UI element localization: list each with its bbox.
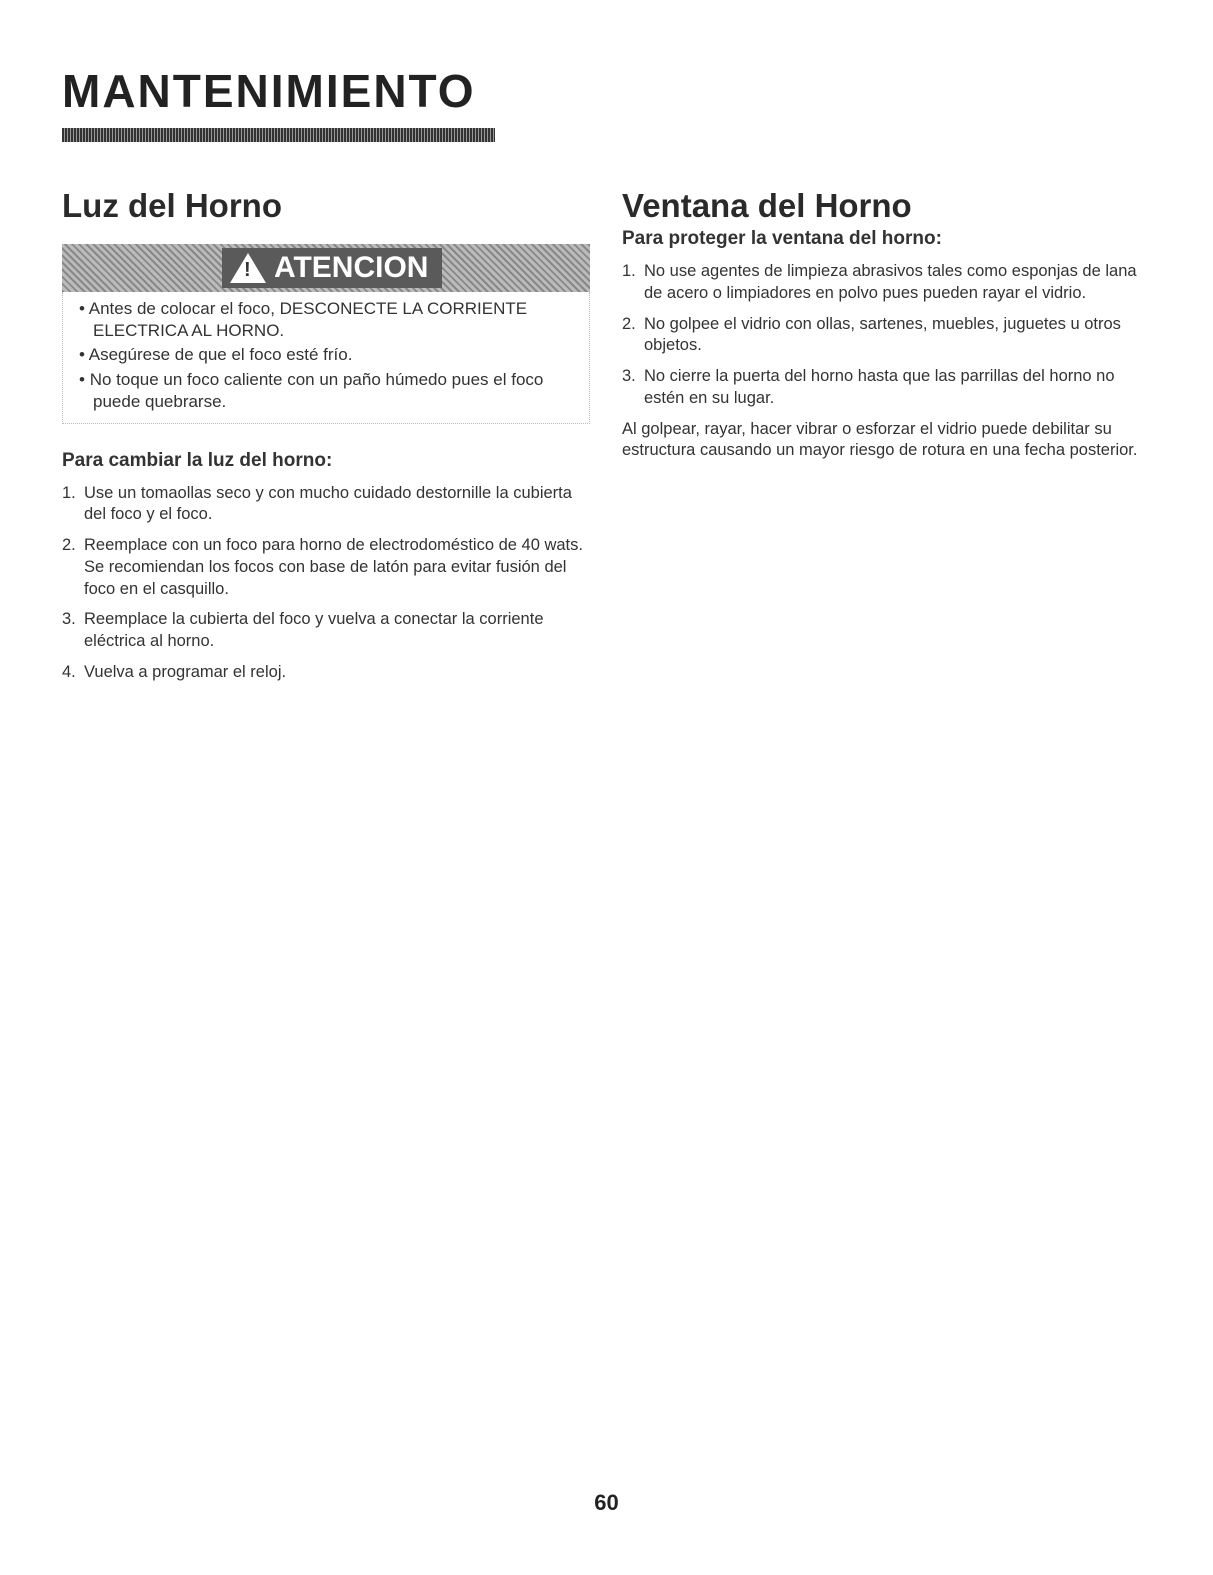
title-rule (62, 128, 495, 142)
list-item: 2. Reemplace con un foco para horno de electrodoméstico de 40 wats. Se recomiendan los focos con base de latón para evitar fusión del foco en el casquillo. (62, 536, 583, 598)
warning-item: • No toque un foco caliente con un paño húmedo pues el foco puede quebrarse. (79, 369, 579, 413)
list-item: 1. No use agentes de limpieza abrasivos tales como esponjas de lana de acero o limpiadores en polvo pues pueden rayar el vidrio. (622, 262, 1137, 302)
list-item: 4. Vuelva a programar el reloj. (62, 662, 287, 681)
oven-window-heading: Ventana del Horno (622, 187, 912, 224)
warning-label-box (222, 248, 442, 288)
warning-banner (62, 244, 590, 292)
list-item: 3. Reemplace la cubierta del foco y vuelva a conectar la corriente eléctrica al horno. (62, 610, 544, 651)
warning-box (62, 292, 590, 423)
list-item: 1. Use un tomaollas seco y con mucho cuidado destornille la cubierta del foco y el foco. (62, 483, 572, 524)
page-title: MANTENIMIENTO (62, 65, 476, 117)
left-column (62, 188, 592, 693)
list-item: 3. No cierre la puerta del horno hasta que las parrillas del horno no estén en su lugar. (622, 367, 1115, 407)
warning-item: • Asegúrese de que el foco esté frío. (79, 344, 579, 366)
oven-light-heading: Luz del Horno (62, 187, 282, 224)
window-note: Al golpear, rayar, hacer vibrar o esforzar el vidrio puede debilitar su estructura causando un mayor riesgo de rotura en una fecha posterior. (622, 419, 1138, 460)
protect-window-steps (622, 261, 1152, 410)
right-column (622, 188, 1152, 462)
warning-triangle-icon: ! (230, 253, 266, 283)
list-item: 2. No golpee el vidrio con ollas, sartenes, muebles, juguetes u otros objetos. (622, 314, 1121, 355)
protect-window-subheading: Para proteger la ventana del horno: (622, 228, 942, 250)
warning-item: • Antes de colocar el foco, DESCONECTE LA CORRIENTE ELECTRICA AL HORNO. (79, 298, 579, 342)
warning-label: ATENCION (274, 251, 429, 285)
change-light-subheading: Para cambiar la luz del horno: (62, 449, 333, 471)
change-light-steps (62, 483, 592, 684)
page-number: 60 (594, 1490, 619, 1515)
